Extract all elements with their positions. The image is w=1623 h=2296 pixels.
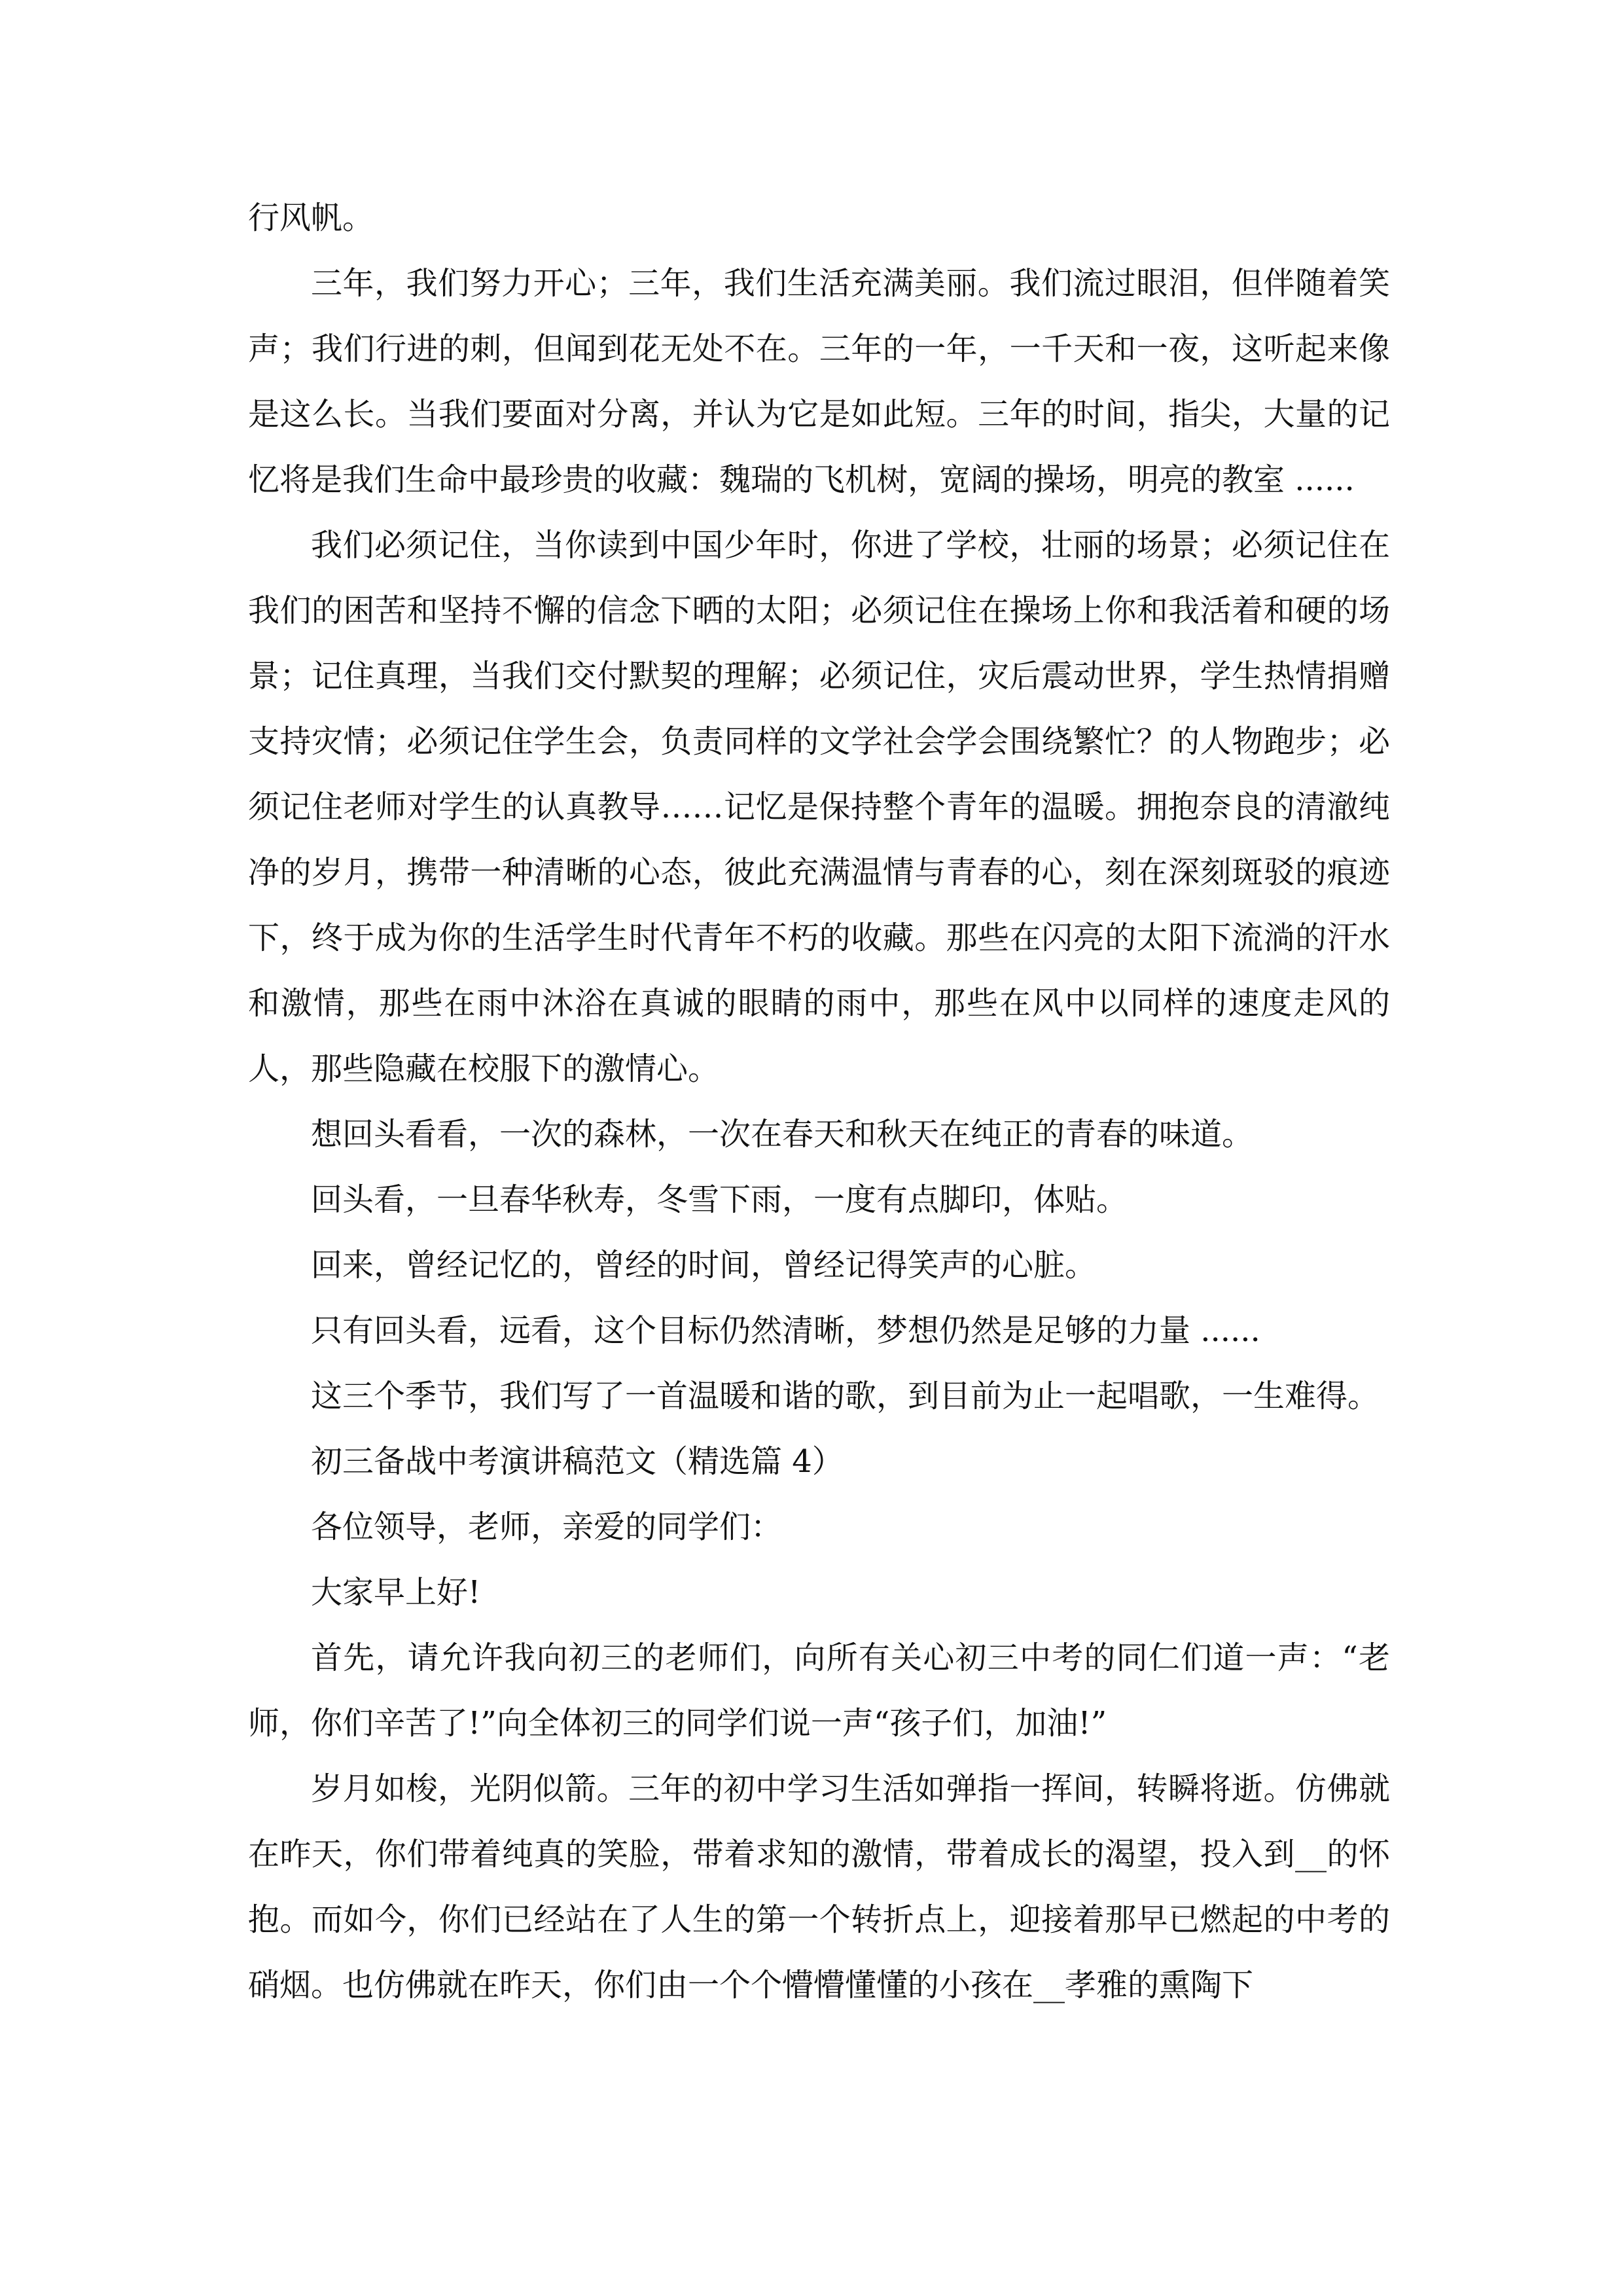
paragraph-continuation: 行风帆。	[248, 200, 374, 236]
paragraph-time-flies: 岁月如梭，光阴似箭。三年的初中学习生活如弹指一挥间，转瞬将逝。仿佛就在昨天，你们带着纯真的笑脸，带着求知的激情，带着成长的渴望，投入到__的怀抱。而如今，你们已经站在了人生的第一个转折点上，迎接着那早已燃起的中考的硝烟。也仿佛就在昨天，你们由一个个懵懵懂懂的小孩在__孝雅的熏陶下	[248, 1770, 1390, 2003]
document-body	[248, 185, 1390, 2018]
section-title: 初三备战中考演讲稿范文（精选篇 4）	[311, 1443, 844, 1480]
greeting-audience: 各位领导，老师，亲爱的同学们：	[311, 1509, 783, 1545]
paragraph-song: 这三个季节，我们写了一首温暖和谐的歌，到目前为止一起唱歌，一生难得。	[311, 1378, 1380, 1414]
paragraph-look-back-2: 回头看，一旦春华秋寿，冬雪下雨，一度有点脚印，体贴。	[311, 1181, 1128, 1218]
paragraph-three-years: 三年，我们努力开心；三年，我们生活充满美丽。我们流过眼泪，但伴随着笑声；我们行进的刺，但闻到花无处不在。三年的一年，一千天和一夜，这听起来像是这么长。当我们要面对分离，并认为它是如此短。三年的时间，指尖，大量的记忆将是我们生命中最珍贵的收藏：魏瑞的飞机树，宽阔的操场，明亮的教室 ......	[248, 265, 1390, 498]
paragraph-thanks: 首先，请允许我向初三的老师们，向所有关心初三中考的同仁们道一声：“老师，你们辛苦了!”向全体初三的同学们说一声“孩子们，加油!”	[248, 1640, 1390, 1742]
paragraph-goal: 只有回头看，远看，这个目标仍然清晰，梦想仍然是足够的力量 ......	[311, 1312, 1260, 1349]
paragraph-remember: 我们必须记住，当你读到中国少年时，你进了学校，壮丽的场景；必须记住在我们的困苦和坚持不懈的信念下晒的太阳；必须记住在操场上你和我活着和硬的场景；记住真理，当我们交付默契的理解；必须记住，灾后震动世界，学生热情捐赠支持灾情；必须记住学生会，负责同样的文学社会学会围绕繁忙？的人物跑步；必须记住老师对学生的认真教导……记忆是保持整个青年的温暖。拥抱奈良的清澈纯净的岁月，携带一种清晰的心态，彼此充满温情与青春的心，刻在深刻斑驳的痕迹下，终于成为你的生活学生时代青年不朽的收藏。那些在闪亮的太阳下流淌的汗水和激情，那些在雨中沐浴在真诚的眼睛的雨中，那些在风中以同样的速度走风的人，那些隐藏在校服下的激情心。	[248, 527, 1390, 1087]
greeting-morning: 大家早上好!	[311, 1574, 481, 1611]
paragraph-look-back-1: 想回头看看，一次的森林，一次在春天和秋天在纯正的青春的味道。	[311, 1116, 1254, 1153]
paragraph-come-back: 回来，曾经记忆的，曾经的时间，曾经记得笑声的心脏。	[311, 1247, 1097, 1283]
